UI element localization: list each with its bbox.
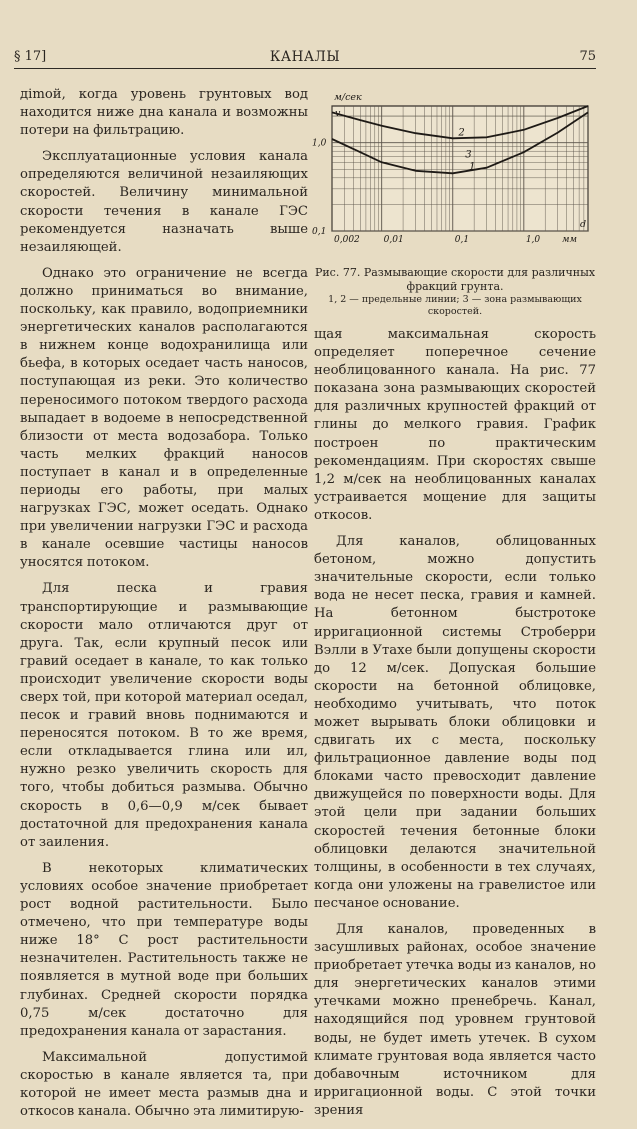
plot-frame: [332, 106, 588, 231]
y-tick-label: 0,1: [312, 227, 327, 237]
paragraph: щая максимальная скорость определяет поперечное сечение необлицованного канала. На рис. 77 показана зона размывающих скоростей для различных крупностей фракций от глины до мелкого гравия. График построен по практическим рекомендациям. При скоростях свыше 1,2 м/сек на необлицованных каналах устраивается мощение для защиты откосов.: [314, 327, 596, 523]
paragraph: Эксплуатационные условия канала определяются величиной незаиляющих скоростей. Величину минимальной скорости течения в канале ГЭС рекомендуется назначать выше незаиляющей.: [20, 149, 308, 255]
left-text-column: [20, 86, 308, 1129]
paragraph: Однако это ограничение не всегда должно приниматься во внимание, поскольку, как правило, водоприемники энергетических каналов располагаются в нижнем конце водохранилища или бьефа, в которых оседает часть наносов, поступающая из реки. Это количество переносимого потоком твердого расхода выпадает в водоеме в непосредственной близости от места водозабора. Только часть мелких фракций наносов поступает в канал и в определенные периоды его работы, при малых нагрузках ГЭС, может оседать. Однако при увеличении нагрузки ГЭС и расхода в канале осевшие частицы наносов уносятся потоком.: [20, 265, 308, 571]
x-tick-label: 0,1: [454, 235, 470, 245]
y-axis-unit: м/сек: [334, 92, 362, 103]
curve-label-1: 1: [469, 161, 476, 173]
x-axis-unit: мм: [562, 235, 577, 245]
erosion-velocity-chart: [310, 86, 600, 266]
figure-caption: [310, 266, 600, 318]
paragraph: В некоторых климатических условиях особое значение приобретает рост водной растительности. Было отмечено, что при температуре воды ниже 18° С рост растительности незначителен. Растительность также не появляется в мутной воде при больших глубинах. Средней скорости порядка 0,75 м/сек достаточно для предохранения канала от зарастания.: [20, 860, 308, 1039]
paragraph: Для песка и гравия транспортирующие и размывающие скорости мало отличаются друг от друга. Так, если крупный песок или гравий оседает в канале, то как только происходит увеличение скорости воды сверх той, при которой материал оседал, песок и гравий вновь поднимаются и переносятся потоком. В то же время, если откладывается глина или ил, нужно резко увеличить скорость для того, чтобы добиться размыва. Обычно скорость в 0,6—0,9 м/сек бывает достаточной для предохранения канала от заиления.: [20, 581, 308, 850]
x-tick-label: 0,002: [334, 235, 360, 245]
caption-legend: 1, 2 — предельные линии; 3 — зона размывающих скоростей.: [328, 294, 582, 317]
running-title: КАНАЛЫ: [269, 49, 341, 65]
section-marker: § 17]: [14, 49, 47, 64]
page-number: 75: [579, 49, 596, 64]
figure-77: [310, 86, 600, 320]
caption-title: Рис. 77. Размывающие скорости для различных фракций грунта.: [314, 266, 596, 293]
x-tick-label: 0,01: [383, 235, 404, 245]
curve-label-3: 3: [465, 149, 472, 161]
paragraph: дimой, когда уровень грунтовых вод находится ниже дна канала и возможны потери на фильтрацию.: [20, 87, 308, 139]
paragraph: Для каналов, облицованных бетоном, можно допустить значительные скорости, если только вода не несет песка, гравия и камней. На бетонном быстротоке ирригационной системы Строберри Вэлли в Утахе были допущены скорости до 12 м/сек. Допуская большие скорости на бетонной облицовке, необходимо учитывать, что поток может вырывать блоки облицовки и сдвигать их с места, поскольку фильтрационное давление воды под блоками часто превосходит давление движущейся по поверхности воды. Для этой цели при задании больших скоростей течения бетонные блоки облицовки делаются значительной толщины, в особенности в тех случаях, когда они уложены на гравелистое или песчаное основание.: [314, 534, 596, 911]
x-axis-symbol: d: [580, 219, 587, 230]
y-tick-label: 1,0: [312, 138, 327, 149]
curve-label-2: 2: [458, 127, 465, 139]
paragraph: Максимальной допустимой скоростью в канале является та, при которой не имеет места размыв дна и откосов канала. Обычно эта лимитирую-: [20, 1049, 308, 1120]
right-text-column: [314, 326, 596, 1128]
page-header: [14, 46, 596, 69]
y-axis-symbol: v: [335, 108, 341, 119]
paragraph: Для каналов, проведенных в засушливых районах, особое значение приобретает утечка воды из каналов, но для энергетических каналов этими утечками можно пренебречь. Канал, находящийся под уровнем грунтовой воды, не будет иметь утечек. В сухом климате грунтовая вода является часто добавочным источником для ирригационной воды. С этой точки зрения: [314, 922, 596, 1118]
x-tick-label: 1,0: [525, 235, 541, 245]
